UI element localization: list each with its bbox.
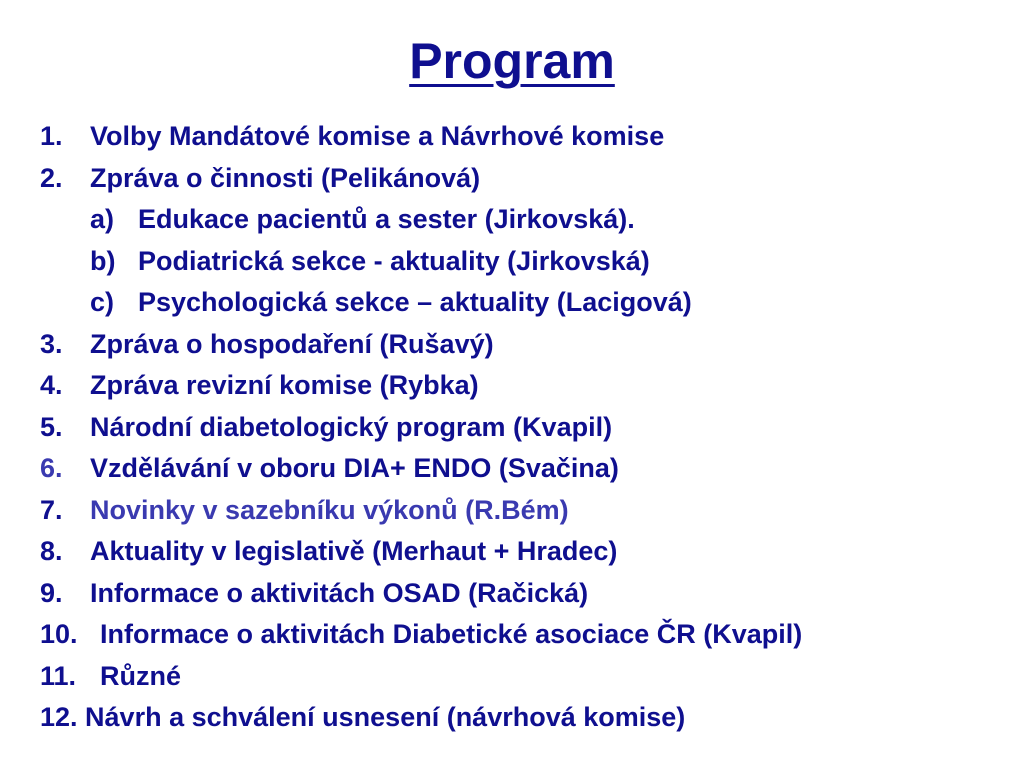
agenda-item-6 bbox=[40, 448, 1020, 490]
agenda-item-text: Novinky v sazebníku výkonů (R.Bém) bbox=[90, 494, 569, 525]
agenda-subitem-c bbox=[40, 282, 1020, 324]
agenda-item-number: 10. bbox=[40, 619, 78, 649]
agenda-subitem-a bbox=[40, 199, 1020, 241]
agenda-item-text: Zpráva revizní komise (Rybka) bbox=[90, 370, 479, 400]
agenda-item-number: 4. bbox=[40, 370, 63, 400]
agenda-item-5 bbox=[40, 407, 1020, 449]
agenda-subitem-text: Edukace pacientů a sester (Jirkovská). bbox=[138, 204, 635, 234]
agenda-item-number: 9. bbox=[40, 577, 63, 608]
agenda-item-number: 2. bbox=[40, 162, 63, 193]
agenda-subitem-letter: a) bbox=[90, 204, 115, 234]
agenda-subitem-letter: c) bbox=[90, 287, 115, 317]
agenda-item-text: Vzdělávání v oboru DIA+ ENDO (Svačina) bbox=[90, 453, 619, 483]
agenda-item-4 bbox=[40, 365, 1020, 407]
agenda-item-1 bbox=[40, 116, 1020, 158]
agenda-item-text: Zpráva o hospodaření (Rušavý) bbox=[90, 328, 494, 359]
agenda-item-12 bbox=[40, 697, 1020, 739]
agenda-item-text: Aktuality v legislativě (Merhaut + Hradec) bbox=[90, 536, 618, 566]
agenda-subitem-text: Podiatrická sekce - aktuality (Jirkovská) bbox=[138, 245, 650, 276]
agenda-item-7 bbox=[40, 490, 1020, 532]
agenda-item-text: Volby Mandátové komise a Návrhové komise bbox=[90, 121, 665, 151]
agenda-item-number: 11. bbox=[40, 660, 77, 691]
agenda-item-number: 7. bbox=[40, 494, 63, 525]
agenda-item-8 bbox=[40, 531, 1020, 573]
agenda-item-10 bbox=[40, 614, 1020, 656]
agenda-item-number: 5. bbox=[40, 411, 63, 442]
agenda-item-text: Informace o aktivitách OSAD (Račická) bbox=[90, 577, 589, 608]
agenda-item-3 bbox=[40, 324, 1020, 366]
agenda-item-2 bbox=[40, 158, 1020, 200]
agenda-item-number: 1. bbox=[40, 121, 63, 151]
agenda-list bbox=[40, 116, 1020, 739]
agenda-item-11 bbox=[40, 656, 1020, 698]
agenda-item-text: Národní diabetologický program (Kvapil) bbox=[90, 411, 613, 442]
agenda-item-text: 12. Návrh a schválení usnesení (návrhová komise) bbox=[40, 702, 686, 732]
agenda-item-number: 3. bbox=[40, 328, 63, 359]
agenda-subitem-b bbox=[40, 241, 1020, 283]
agenda-item-text: Informace o aktivitách Diabetické asociace ČR (Kvapil) bbox=[100, 619, 803, 649]
agenda-item-text: Zpráva o činnosti (Pelikánová) bbox=[90, 162, 481, 193]
slide-title: Program bbox=[409, 33, 615, 89]
agenda-subitem-letter: b) bbox=[90, 245, 116, 276]
agenda-item-text: Různé bbox=[100, 660, 181, 691]
agenda-item-number: 6. bbox=[40, 453, 63, 483]
agenda-item-number: 8. bbox=[40, 536, 63, 566]
agenda-subitem-text: Psychologická sekce – aktuality (Lacigová) bbox=[138, 287, 692, 317]
agenda-item-9 bbox=[40, 573, 1020, 615]
